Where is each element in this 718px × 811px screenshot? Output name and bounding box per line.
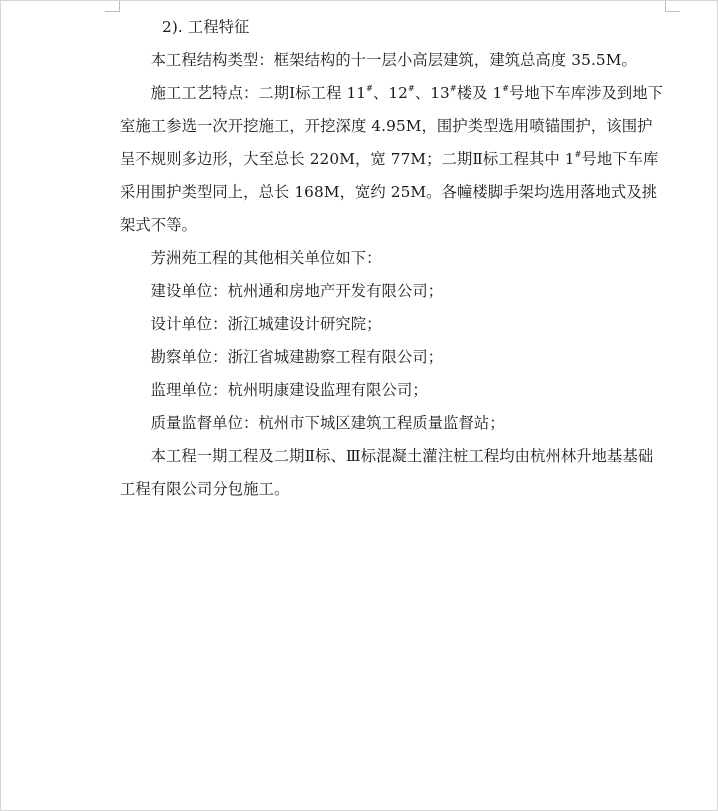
process-text-5: 号地下车库涉及到地下室施工参选一次开挖施工，开挖深度 4.95M，围护类型选用喷锚围护，该围护呈不规则多边形，大至总长 220M，宽 77M；二期Ⅱ标工程其中 1 (120, 84, 664, 168)
paragraph-closing: 本工程一期工程及二期Ⅱ标、Ⅲ标混凝土灌注桩工程均由杭州林升地基基础工程有限公司分包施工。 (120, 447, 654, 498)
unit-quality-supervision: 质量监督单位：杭州市下城区建筑工程质量监督站； (150, 414, 505, 432)
process-text-6: 号地下车库采用围护类型同上，总长 168M，宽约 25M。各幢楼脚手架均选用落地式及挑架式不等。 (120, 150, 659, 234)
document-body (120, 11, 665, 506)
building-number-mark: # (574, 150, 582, 159)
paragraph-process (120, 77, 665, 242)
section-heading: 2). 工程特征 (162, 18, 250, 36)
unit-survey: 勘察单位：浙江省城建勘察工程有限公司； (150, 348, 444, 366)
process-text-4: 楼及 1 (456, 84, 503, 102)
margin-corner-mark-right (665, 1, 680, 12)
process-text-2: 、12 (372, 84, 409, 102)
process-text-1: 施工工艺特点：二期Ⅰ标工程 11 (150, 84, 367, 102)
margin-corner-mark-left (105, 1, 120, 12)
paragraph-others-intro: 芳洲苑工程的其他相关单位如下： (150, 249, 382, 267)
unit-construction: 建设单位：杭州通和房地产开发有限公司； (150, 282, 444, 300)
building-number-mark: # (408, 84, 415, 93)
unit-design: 设计单位：浙江城建设计研究院； (150, 315, 382, 333)
process-text-3: 、13 (414, 84, 450, 102)
building-number-mark: # (366, 84, 373, 93)
building-number-mark: # (449, 84, 457, 93)
unit-supervision: 监理单位：杭州明康建设监理有限公司； (150, 381, 428, 399)
paragraph-structure: 本工程结构类型：框架结构的十一层小高层建筑，建筑总高度 35.5M。 (150, 51, 637, 69)
building-number-mark: # (502, 84, 510, 93)
